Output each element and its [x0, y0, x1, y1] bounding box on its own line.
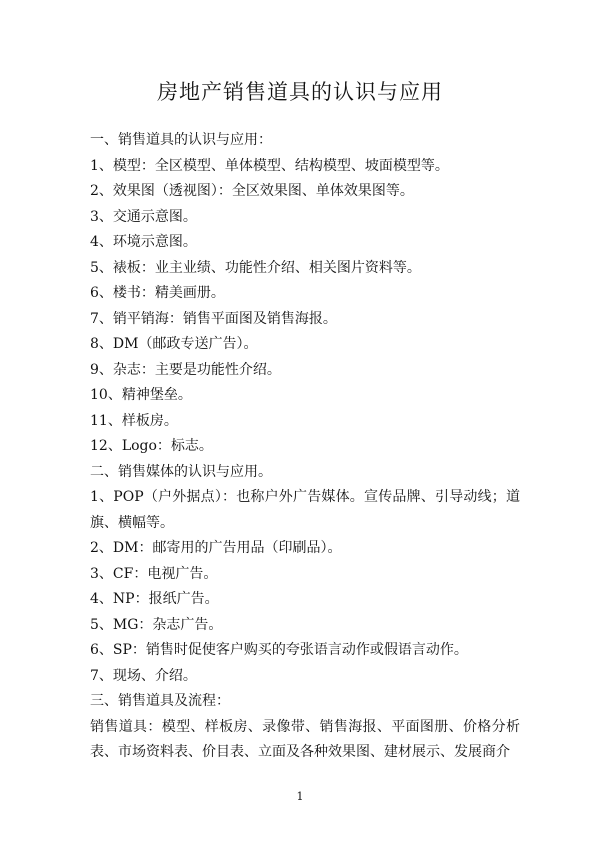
list-item: 3、CF：电视广告。	[90, 565, 218, 582]
list-item: 5、MG：杂志广告。	[90, 616, 223, 633]
list-item: 5、裱板：业主业绩、功能性介绍、相关图片资料等。	[90, 259, 421, 276]
list-item: 1、模型：全区模型、单体模型、结构模型、坡面模型等。	[90, 157, 449, 174]
list-item: 2、DM：邮寄用的广告用品（印刷品）。	[90, 540, 342, 556]
document-body	[90, 128, 520, 766]
list-item: 6、SP：销售时促使客户购买的夸张语言动作或假语言动作。	[90, 642, 468, 658]
paragraph: 销售道具：模型、样板房、录像带、销售海报、平面图册、价格分析表、市场资料表、价目表、立面及各种效果图、建材展示、发展商介	[90, 718, 520, 760]
list-item: 12、Logo：标志。	[90, 438, 213, 454]
list-item: 11、样板房。	[90, 412, 178, 429]
section-heading-1: 一、销售道具的认识与应用：	[90, 132, 272, 148]
list-item: 9、杂志：主要是功能性介绍。	[90, 361, 281, 378]
list-item: 2、效果图（透视图）：全区效果图、单体效果图等。	[90, 183, 414, 199]
list-item: 10、精神堡垒。	[90, 387, 192, 403]
list-item: 3、交通示意图。	[90, 208, 197, 225]
list-item: 4、NP：报纸广告。	[90, 591, 219, 607]
list-item: 1、POP（户外据点）：也称户外广告媒体。宣传品牌、引导动线；道旗、横幅等。	[90, 489, 520, 531]
section-heading-3: 三、销售道具及流程：	[90, 693, 230, 709]
section-heading-2: 二、销售媒体的认识与应用。	[90, 463, 272, 480]
list-item: 7、现场、介绍。	[90, 667, 197, 684]
list-item: 6、楼书：精美画册。	[90, 285, 225, 301]
list-item: 8、DM（邮政专送广告）。	[90, 336, 258, 352]
list-item: 4、环境示意图。	[90, 234, 197, 250]
page-number: 1	[296, 790, 304, 803]
list-item: 7、销平销海：销售平面图及销售海报。	[90, 310, 337, 327]
page-title: 房地产销售道具的认识与应用	[157, 80, 443, 104]
